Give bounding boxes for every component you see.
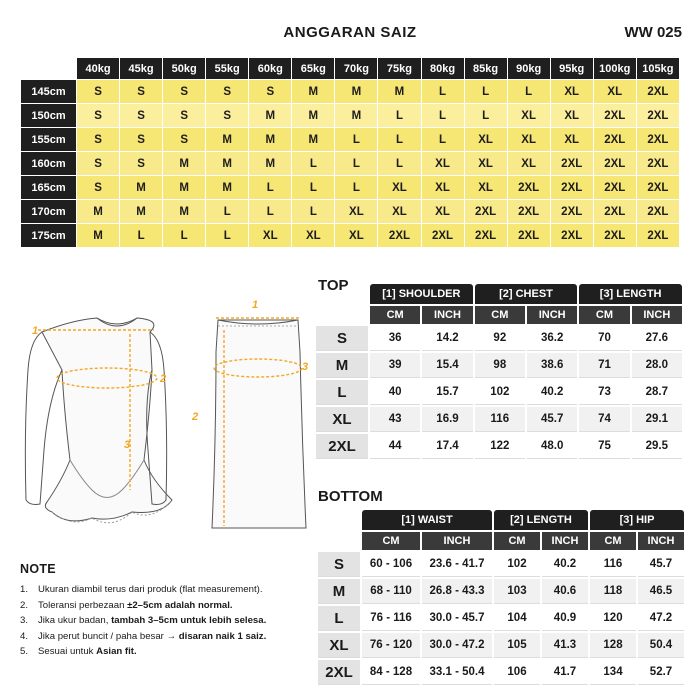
size-cell: S [120, 80, 163, 104]
bottom-value-cell: 106 [494, 660, 540, 685]
note-emphasis: disaran naik 1 saiz. [178, 630, 267, 642]
top-row [316, 434, 682, 459]
top-unit: CM [370, 306, 420, 324]
size-cell: XL [249, 224, 292, 248]
size-cell: 2XL [378, 224, 421, 248]
size-cell: S [249, 80, 292, 104]
note-item [20, 598, 320, 614]
bottom-value-cell: 60 - 106 [362, 552, 420, 577]
note-text-wrap [38, 629, 266, 645]
top-value-cell: 15.4 [422, 353, 472, 378]
bottom-row [318, 606, 684, 631]
top-value-cell: 102 [475, 380, 525, 405]
bottom-section-label: BOTTOM [318, 488, 383, 505]
top-value-cell: 40 [370, 380, 420, 405]
top-value-cell: 29.5 [632, 434, 682, 459]
size-cell: S [206, 80, 249, 104]
size-cell: XL [593, 80, 636, 104]
size-cell: M [335, 104, 378, 128]
bottom-unit: CM [362, 532, 420, 550]
top-corner [316, 284, 368, 304]
size-cell: S [206, 104, 249, 128]
note-text-wrap [38, 644, 137, 660]
top-value-cell: 70 [579, 326, 629, 351]
matrix-row [21, 128, 680, 152]
height-header: 155cm [21, 128, 77, 152]
weight-header: 75kg [378, 58, 421, 80]
bottom-size-label: S [318, 552, 360, 577]
size-cell: L [292, 152, 335, 176]
size-cell: S [163, 128, 206, 152]
top-size-label: S [316, 326, 368, 351]
size-cell: XL [378, 200, 421, 224]
top-value-cell: 98 [475, 353, 525, 378]
top-unit: INCH [527, 306, 577, 324]
note-text-wrap [38, 598, 233, 614]
top-value-cell: 14.2 [422, 326, 472, 351]
bottom-value-cell: 41.7 [542, 660, 588, 685]
size-cell: S [77, 104, 120, 128]
chart-title: ANGGARAN SAIZ [283, 24, 417, 41]
size-cell: L [378, 128, 421, 152]
bottom-value-cell: 30.0 - 45.7 [422, 606, 492, 631]
bottom-unit: CM [494, 532, 540, 550]
top-value-cell: 73 [579, 380, 629, 405]
bottom-value-cell: 40.9 [542, 606, 588, 631]
size-cell: M [163, 152, 206, 176]
bottom-corner [318, 510, 360, 530]
bottom-value-cell: 23.6 - 41.7 [422, 552, 492, 577]
matrix-row [21, 200, 680, 224]
size-cell: 2XL [636, 152, 679, 176]
weight-header: 60kg [249, 58, 292, 80]
note-emphasis: Asian fit. [96, 646, 137, 657]
bottom-size-label: L [318, 606, 360, 631]
bottom-value-cell: 45.7 [638, 552, 684, 577]
size-cell: M [206, 176, 249, 200]
product-code: WW 025 [624, 24, 682, 41]
size-cell: XL [507, 128, 550, 152]
size-cell: M [292, 128, 335, 152]
size-cell: 2XL [636, 80, 679, 104]
size-cell: XL [550, 104, 593, 128]
size-cell: XL [550, 80, 593, 104]
size-cell: L [421, 128, 464, 152]
top-row [316, 407, 682, 432]
size-cell: S [120, 104, 163, 128]
note-text: Sesuai untuk [38, 646, 97, 657]
top-value-cell: 71 [579, 353, 629, 378]
top-measurement-table [314, 282, 684, 461]
notes-section [20, 562, 320, 660]
top-value-cell: 40.2 [527, 380, 577, 405]
bottom-group-length: [2] LENGTH [494, 510, 588, 530]
size-cell: XL [292, 224, 335, 248]
weight-header: 95kg [550, 58, 593, 80]
top-size-label: 2XL [316, 434, 368, 459]
note-item [20, 629, 320, 645]
size-cell: 2XL [636, 176, 679, 200]
size-cell: S [120, 152, 163, 176]
bottom-row [318, 552, 684, 577]
top-value-cell: 27.6 [632, 326, 682, 351]
size-cell: 2XL [550, 224, 593, 248]
size-cell: L [421, 104, 464, 128]
size-cell: L [292, 176, 335, 200]
bottom-value-cell: 76 - 116 [362, 606, 420, 631]
top-marker-shoulder: 1 [32, 325, 39, 337]
size-cell: M [120, 200, 163, 224]
size-cell: L [206, 224, 249, 248]
size-cell: S [163, 80, 206, 104]
size-cell: 2XL [636, 224, 679, 248]
size-cell: M [378, 80, 421, 104]
top-unit: INCH [422, 306, 472, 324]
size-cell: XL [507, 152, 550, 176]
top-value-cell: 29.1 [632, 407, 682, 432]
top-group-length: [3] LENGTH [579, 284, 682, 304]
top-value-cell: 45.7 [527, 407, 577, 432]
top-value-cell: 116 [475, 407, 525, 432]
size-matrix [20, 57, 680, 248]
top-section-label: TOP [318, 277, 349, 294]
size-cell: S [120, 128, 163, 152]
top-value-cell: 92 [475, 326, 525, 351]
bottom-value-cell: 40.6 [542, 579, 588, 604]
size-cell: XL [335, 200, 378, 224]
weight-header: 85kg [464, 58, 507, 80]
size-cell: XL [550, 128, 593, 152]
bottom-value-cell: 47.2 [638, 606, 684, 631]
size-cell: L [421, 80, 464, 104]
bottom-value-cell: 105 [494, 633, 540, 658]
note-text: Jika ukur badan, [38, 615, 112, 626]
size-cell: L [206, 200, 249, 224]
size-cell: 2XL [593, 128, 636, 152]
top-value-cell: 74 [579, 407, 629, 432]
size-cell: XL [464, 152, 507, 176]
size-cell: M [163, 176, 206, 200]
bottom-value-cell: 68 - 110 [362, 579, 420, 604]
size-cell: M [292, 104, 335, 128]
top-value-cell: 44 [370, 434, 420, 459]
weight-header: 45kg [120, 58, 163, 80]
matrix-corner [21, 58, 77, 80]
weight-header: 55kg [206, 58, 249, 80]
size-cell: S [77, 80, 120, 104]
top-value-cell: 75 [579, 434, 629, 459]
size-cell: 2XL [593, 176, 636, 200]
bottom-group-hip: [3] HIP [590, 510, 684, 530]
size-cell: M [292, 80, 335, 104]
bottom-row [318, 633, 684, 658]
note-text: Ukuran diambil terus dari produk (flat measurement). [38, 584, 263, 595]
bottom-garment-drawing [212, 318, 309, 528]
size-cell: 2XL [464, 200, 507, 224]
top-value-cell: 36 [370, 326, 420, 351]
bottom-value-cell: 103 [494, 579, 540, 604]
size-cell: 2XL [421, 224, 464, 248]
weight-header-row [21, 58, 680, 80]
size-cell: M [249, 104, 292, 128]
bottom-size-label: M [318, 579, 360, 604]
size-cell: XL [421, 152, 464, 176]
bottom-value-cell: 46.5 [638, 579, 684, 604]
note-number: 1. [20, 584, 29, 595]
size-cell: M [120, 176, 163, 200]
size-cell: L [249, 200, 292, 224]
top-group-shoulder: [1] SHOULDER [370, 284, 473, 304]
size-cell: M [77, 224, 120, 248]
bottom-marker-waist: 1 [252, 299, 259, 311]
size-cell: M [77, 200, 120, 224]
top-size-label: XL [316, 407, 368, 432]
height-header: 170cm [21, 200, 77, 224]
size-cell: M [163, 200, 206, 224]
note-text-wrap [38, 613, 266, 629]
note-number: 4. [20, 630, 29, 642]
note-text: Jika perut buncit / paha besar → [38, 630, 179, 642]
size-cell: S [77, 152, 120, 176]
note-number: 5. [20, 646, 29, 657]
bottom-value-cell: 76 - 120 [362, 633, 420, 658]
size-cell: XL [507, 104, 550, 128]
note-number: 2. [20, 599, 29, 611]
size-cell: L [335, 176, 378, 200]
notes-title: NOTE [20, 562, 56, 576]
top-marker-chest: 2 [160, 373, 167, 385]
top-unit: CM [475, 306, 525, 324]
bottom-value-cell: 84 - 128 [362, 660, 420, 685]
top-marker-length: 3 [124, 439, 131, 451]
top-value-cell: 39 [370, 353, 420, 378]
height-header: 160cm [21, 152, 77, 176]
height-header: 165cm [21, 176, 77, 200]
size-cell: L [163, 224, 206, 248]
top-row [316, 353, 682, 378]
size-cell: XL [378, 176, 421, 200]
size-cell: XL [464, 128, 507, 152]
bottom-value-cell: 52.7 [638, 660, 684, 685]
bottom-row [318, 660, 684, 685]
weight-header: 80kg [421, 58, 464, 80]
size-cell: 2XL [550, 200, 593, 224]
bottom-value-cell: 116 [590, 552, 636, 577]
bottom-unit: INCH [638, 532, 684, 550]
size-cell: L [507, 80, 550, 104]
top-size-label: M [316, 353, 368, 378]
note-text: Toleransi perbezaan [38, 599, 128, 611]
bottom-unit: CM [590, 532, 636, 550]
size-cell: M [206, 128, 249, 152]
top-value-cell: 28.0 [632, 353, 682, 378]
size-cell: XL [335, 224, 378, 248]
bottom-value-cell: 128 [590, 633, 636, 658]
note-item [20, 644, 320, 660]
size-cell: L [464, 80, 507, 104]
bottom-value-cell: 50.4 [638, 633, 684, 658]
size-cell: L [378, 104, 421, 128]
height-header: 175cm [21, 224, 77, 248]
weight-header: 100kg [593, 58, 636, 80]
size-cell: S [77, 176, 120, 200]
size-cell: 2XL [593, 104, 636, 128]
bottom-unit: INCH [542, 532, 588, 550]
bottom-value-cell: 104 [494, 606, 540, 631]
size-cell: 2XL [550, 176, 593, 200]
height-header: 145cm [21, 80, 77, 104]
size-cell: M [206, 152, 249, 176]
top-value-cell: 28.7 [632, 380, 682, 405]
size-cell: 2XL [464, 224, 507, 248]
top-group-chest: [2] CHEST [475, 284, 578, 304]
bottom-value-cell: 33.1 - 50.4 [422, 660, 492, 685]
bottom-value-cell: 26.8 - 43.3 [422, 579, 492, 604]
bottom-value-cell: 41.3 [542, 633, 588, 658]
size-cell: 2XL [593, 224, 636, 248]
bottom-group-waist: [1] WAIST [362, 510, 492, 530]
note-item [20, 582, 320, 598]
size-cell: L [378, 152, 421, 176]
top-value-cell: 48.0 [527, 434, 577, 459]
weight-header: 105kg [636, 58, 679, 80]
height-header: 150cm [21, 104, 77, 128]
top-size-label: L [316, 380, 368, 405]
note-item [20, 613, 320, 629]
weight-header: 90kg [507, 58, 550, 80]
matrix-row [21, 152, 680, 176]
bottom-value-cell: 102 [494, 552, 540, 577]
note-emphasis: ±2–5cm adalah normal. [127, 599, 233, 611]
size-cell: L [292, 200, 335, 224]
top-garment-drawing [25, 318, 172, 523]
bottom-size-label: XL [318, 633, 360, 658]
size-cell: L [120, 224, 163, 248]
size-cell: M [335, 80, 378, 104]
weight-header: 50kg [163, 58, 206, 80]
size-cell: 2XL [636, 104, 679, 128]
size-cell: 2XL [636, 200, 679, 224]
notes-list [20, 582, 320, 660]
size-cell: 2XL [593, 200, 636, 224]
size-cell: M [249, 128, 292, 152]
bottom-row [318, 579, 684, 604]
bottom-size-label: 2XL [318, 660, 360, 685]
size-cell: L [249, 176, 292, 200]
top-row [316, 326, 682, 351]
weight-header: 70kg [335, 58, 378, 80]
size-cell: L [335, 152, 378, 176]
size-cell: L [335, 128, 378, 152]
top-value-cell: 38.6 [527, 353, 577, 378]
size-cell: 2XL [550, 152, 593, 176]
bottom-unit: INCH [422, 532, 492, 550]
size-cell: S [163, 104, 206, 128]
size-cell: 2XL [507, 224, 550, 248]
matrix-row [21, 176, 680, 200]
top-value-cell: 36.2 [527, 326, 577, 351]
bottom-marker-hip: 3 [302, 361, 309, 373]
note-number: 3. [20, 615, 29, 626]
size-cell: L [464, 104, 507, 128]
bottom-value-cell: 134 [590, 660, 636, 685]
matrix-row [21, 80, 680, 104]
bottom-value-cell: 30.0 - 47.2 [422, 633, 492, 658]
size-cell: XL [421, 200, 464, 224]
top-value-cell: 17.4 [422, 434, 472, 459]
size-cell: M [249, 152, 292, 176]
top-value-cell: 43 [370, 407, 420, 432]
weight-header: 65kg [292, 58, 335, 80]
top-value-cell: 122 [475, 434, 525, 459]
note-emphasis: tambah 3–5cm untuk lebih selesa. [111, 615, 267, 626]
size-cell: XL [421, 176, 464, 200]
top-unit: INCH [632, 306, 682, 324]
top-unit: CM [579, 306, 629, 324]
garment-illustration [12, 290, 312, 550]
matrix-row [21, 224, 680, 248]
bottom-value-cell: 40.2 [542, 552, 588, 577]
size-cell: 2XL [507, 176, 550, 200]
bottom-value-cell: 118 [590, 579, 636, 604]
bottom-measurement-table [316, 508, 686, 687]
matrix-row [21, 104, 680, 128]
size-cell: S [77, 128, 120, 152]
bottom-value-cell: 120 [590, 606, 636, 631]
weight-header: 40kg [77, 58, 120, 80]
size-cell: 2XL [593, 152, 636, 176]
note-text-wrap [38, 582, 262, 598]
bottom-marker-length: 2 [192, 411, 199, 423]
top-value-cell: 16.9 [422, 407, 472, 432]
top-row [316, 380, 682, 405]
size-cell: 2XL [636, 128, 679, 152]
size-cell: 2XL [507, 200, 550, 224]
top-value-cell: 15.7 [422, 380, 472, 405]
top-unit-corner [316, 306, 368, 324]
size-cell: XL [464, 176, 507, 200]
bottom-unit-corner [318, 532, 360, 550]
